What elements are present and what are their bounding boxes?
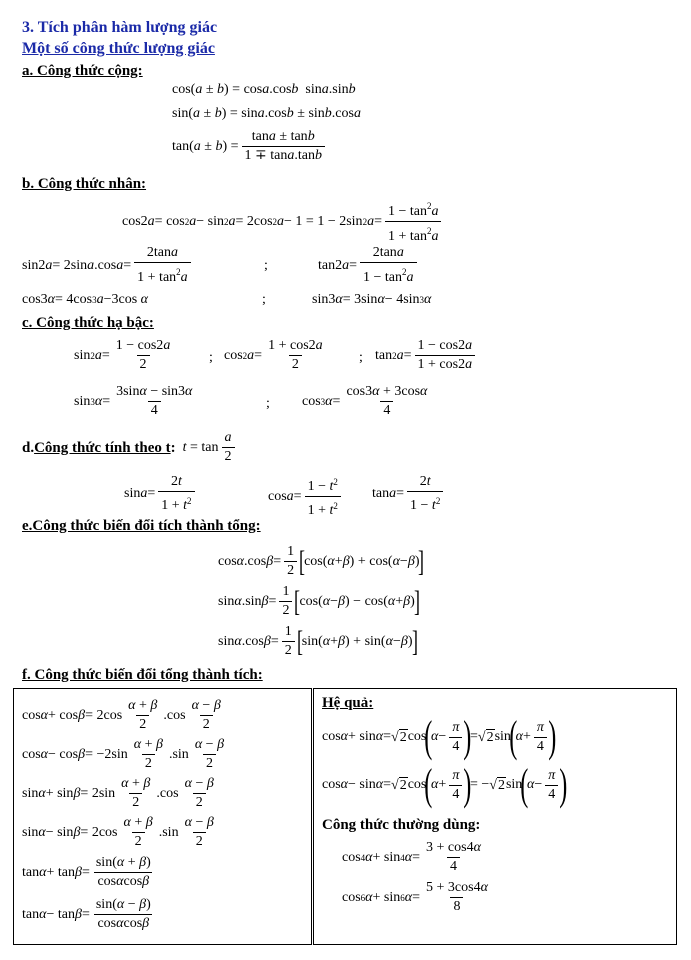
main-heading: 3. Tích phân hàm lượng giác [22, 19, 218, 36]
section-f-heading: f. Công thức biến đổi tổng thành tích: [22, 667, 263, 683]
formula-cos-sq: cos 2 a = $\frac{1 + \cos 2a}{2}$ [224, 338, 323, 372]
formula-cos2a: cos2 a = cos 2 a − sin 2 a = 2cos 2 a − 1 = 1 − 2sin 2 a = $\frac{1 - \tan^2a}{1 + \tan^2a}$ [122, 198, 444, 245]
separator: ; [264, 258, 268, 273]
separator: ; [359, 350, 363, 365]
separator: ; [209, 350, 213, 365]
corollary-heading: Hệ quả: [322, 695, 374, 711]
formula-sin-minus-sin: sin α − sin β = 2cos $\frac{\alpha + \beta}{2}$ .sin $\frac{\alpha - \beta}{2}$ [22, 815, 214, 849]
formula-cos-plus-cos: cos α + cos β = 2cos $\frac{\alpha + \beta}{2}$ .cos $\frac{\alpha - \beta}{2}$ [22, 698, 221, 732]
formula-sin-sum: sin( a ± b ) = sin a .cos b ± sin b .cos a [172, 106, 361, 121]
section-b-heading: b. Công thức nhân: [22, 176, 147, 192]
separator: ; [266, 396, 270, 411]
section-a-heading: a. Công thức cộng: [22, 63, 143, 79]
formula-sin-sq: sin 2 a = $\frac{1 - \cos 2a}{2}$ [74, 338, 171, 372]
common-formulas-heading: Công thức thường dùng: [322, 817, 481, 833]
formula-tan-t: tan a = $\frac{2t}{1 - t^2}$ [372, 474, 446, 514]
formula-sin-cube: sin 3 α = $\frac{3\sin\alpha - \sin 3\alpha}{4}$ [74, 384, 193, 418]
formula-cos4-sin4: cos 4 α + sin 4 α = $\frac{3 + \cos 4\alpha}{4}$ [342, 840, 481, 874]
section-c-heading: c. Công thức hạ bậc: [22, 315, 154, 331]
formula-sin-cos: sin α .cos β = $\frac{1}{2}$ [ sin( α + β ) + sin( α − β ) ] [218, 624, 418, 658]
formula-cos-t: cos a = $\frac{1 - t^2}{1 + t^2}$ [268, 474, 344, 519]
formula-corollary-sum: cos α + sin α = √ 2 cos ( α − $\frac{\pi}{4}$ ) = √ 2 sin ( α + $\frac{\pi}{4}$ ) [322, 712, 557, 761]
formula-tan-plus-tan: tan α + tan β = $\frac{\sin(\alpha + \beta)}{\cos\alpha\cos\beta}$ [22, 855, 151, 889]
sub-heading: Một số công thức lượng giác [22, 40, 215, 57]
formula-cos-cos: cos α .cos β = $\frac{1}{2}$ [ cos( α + β ) + cos( α − β ) ] [218, 544, 425, 578]
separator: ; [262, 292, 266, 307]
formula-tan-sq: tan 2 a = $\frac{1 - \cos 2a}{1 + \cos 2a}$ [375, 338, 478, 373]
formula-tan-minus-tan: tan α − tan β = $\frac{\sin(\alpha - \beta)}{\cos\alpha\cos\beta}$ [22, 897, 151, 931]
formula-sin-sin: sin α .sin β = $\frac{1}{2}$ [ cos( α − β ) − cos( α + β ) ] [218, 584, 420, 618]
section-d-heading: d. Công thức tính theo t : t = tan $\frac{a}{2}$ [22, 430, 238, 465]
formula-sin-t: sin a = $\frac{2t}{1 + t^2}$ [124, 474, 198, 514]
formula-sin2a: sin2 a = 2sin a .cos a = $\frac{2\tan a}{1 + \tan^2a}$ [22, 245, 194, 286]
formula-cos-sum: cos( a ± b ) = cos a .cos b sin a .sin b [172, 82, 356, 97]
formula-cos-cube: cos 3 α = $\frac{\cos 3\alpha + 3\cos\alpha}{4}$ [302, 384, 428, 418]
formula-sin3a: sin3 α = 3sin α − 4sin 3 α [312, 292, 432, 307]
formula-sin-plus-sin: sin α + sin β = 2sin $\frac{\alpha + \beta}{2}$ .cos $\frac{\alpha - \beta}{2}$ [22, 776, 214, 810]
formula-cos3a: cos3 α = 4cos 3 a −3cos α [22, 292, 149, 307]
formula-tan2a: tan2 a = $\frac{2\tan a}{1 - \tan^2a}$ [318, 245, 420, 286]
formula-tan-sum: tan( a ± b ) = $\frac{\tan a \pm \tan b}{1 \mp \tan a.\tan b}$ [172, 129, 328, 164]
formula-cos6-sin6: cos 6 α + sin 6 α = $\frac{5 + 3\cos 4\alpha}{8}$ [342, 880, 488, 914]
formula-corollary-diff: cos α − sin α = √ 2 cos ( α + $\frac{\pi}{4}$ ) = − √ 2 sin ( α − $\frac{\pi}{4}$ ) [322, 760, 568, 809]
section-e-heading: e.Công thức biến đổi tích thành tổng: [22, 518, 261, 534]
formula-cos-minus-cos: cos α − cos β = −2sin $\frac{\alpha + \beta}{2}$ .sin $\frac{\alpha - \beta}{2}$ [22, 737, 225, 771]
